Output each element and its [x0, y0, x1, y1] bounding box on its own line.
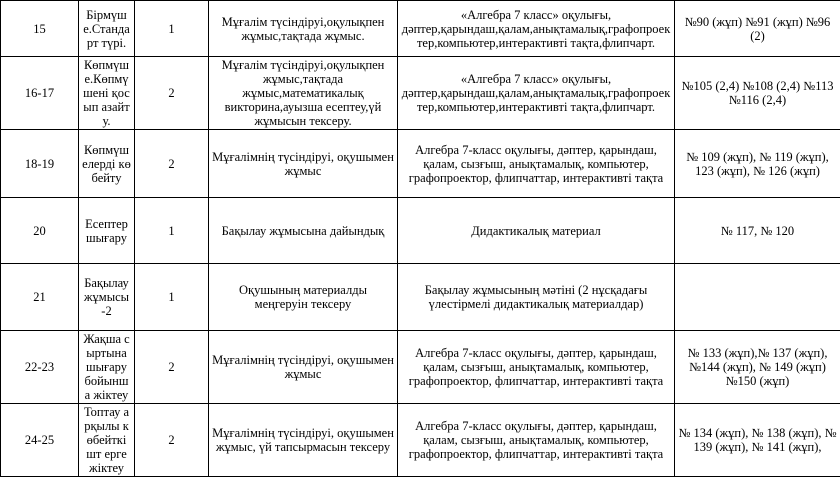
resources-cell: «Алгебра 7 класс» оқулығы, дәптер,қарындаш,қалам,анықтамалық,графопроектер,компьютер,интерактивті тақта,флипчарт. [398, 57, 675, 130]
homework-cell: № 117, № 120 [675, 198, 840, 264]
table-row [1, 1, 840, 57]
lesson-number-cell: 16-17 [1, 57, 79, 130]
table-row [1, 130, 840, 198]
lesson-number-cell: 20 [1, 198, 79, 264]
method-cell: Мұғалімнің түсіндіруі, оқушымен жұмыс [209, 331, 398, 404]
method-cell: Мұғалім түсіндіруі,оқулықпен жұмыс,тақтада жұмыс. [209, 1, 398, 57]
topic-cell: Көпмүшелерді көбейту [79, 130, 135, 198]
resources-cell: «Алгебра 7 класс» оқулығы, дәптер,қарындаш,қалам,анықтамалық,графопроектер,компьютер,интерактивті тақта,флипчарт. [398, 1, 675, 57]
hours-cell: 2 [135, 130, 209, 198]
hours-cell: 2 [135, 57, 209, 130]
hours-cell: 1 [135, 198, 209, 264]
lesson-number-cell: 24-25 [1, 404, 79, 477]
method-cell: Мұғалімнің түсіндіруі, оқушымен жұмыс, үй тапсырмасын тексеру [209, 404, 398, 477]
method-cell: Оқушының материалды меңгеруін тексеру [209, 264, 398, 331]
homework-cell: № 109 (жұп), № 119 (жұп), 123 (жұп), № 126 (жұп) [675, 130, 840, 198]
homework-cell [675, 264, 840, 331]
resources-cell: Алгебра 7-класс оқулығы, дәптер, қарындаш, қалам, сызғыш, анықтамалық, компьютер, графопроектор, флипчаттар, интерактивті тақта [398, 404, 675, 477]
lesson-number-cell: 21 [1, 264, 79, 331]
topic-cell: Көпмүше.Көпмүшені қосып азайту. [79, 57, 135, 130]
lesson-number-cell: 18-19 [1, 130, 79, 198]
hours-cell: 2 [135, 404, 209, 477]
homework-cell: № 133 (жұп),№ 137 (жұп), №144 (жұп), № 149 (жұп) №150 (жұп) [675, 331, 840, 404]
homework-cell: №105 (2,4) №108 (2,4) №113 №116 (2,4) [675, 57, 840, 130]
table-row [1, 57, 840, 130]
resources-cell: Бақылау жұмысының мәтіні (2 нұсқадағы үлестірмелі дидактикалық материалдар) [398, 264, 675, 331]
method-cell: Бақылау жұмысына дайындық [209, 198, 398, 264]
hours-cell: 1 [135, 1, 209, 57]
table-row [1, 198, 840, 264]
resources-cell: Алгебра 7-класс оқулығы, дәптер, қарындаш, қалам, сызғыш, анықтамалық, компьютер, графопроектор, флипчаттар, интерактивті тақта [398, 331, 675, 404]
topic-cell: Топтау арқылы көбейткішт ерге жіктеу [79, 404, 135, 477]
topic-cell: Жақша сыртына шығару бойынша жіктеу [79, 331, 135, 404]
method-cell: Мұғалім түсіндіруі,оқулықпен жұмыс,тақтада жұмыс,математикалық викторина,ауызша есептеу,үй жұмысын тексеру. [209, 57, 398, 130]
hours-cell: 1 [135, 264, 209, 331]
topic-cell: Бірмүше.Стандарт түрі. [79, 1, 135, 57]
table-row [1, 264, 840, 331]
topic-cell: Есептер шығару [79, 198, 135, 264]
homework-cell: № 134 (жұп), № 138 (жұп), № 139 (жұп), № 141 (жұп), [675, 404, 840, 477]
method-cell: Мұғалімнің түсіндіруі, оқушымен жұмыс [209, 130, 398, 198]
topic-cell: Бақылау жұмысы-2 [79, 264, 135, 331]
hours-cell: 2 [135, 331, 209, 404]
table-row [1, 404, 840, 477]
resources-cell: Алгебра 7-класс оқулығы, дәптер, қарындаш, қалам, сызғыш, анықтамалық, компьютер, графопроектор, флипчаттар, интерактивті тақта [398, 130, 675, 198]
lesson-number-cell: 15 [1, 1, 79, 57]
homework-cell: №90 (жұп) №91 (жұп) №96 (2) [675, 1, 840, 57]
resources-cell: Дидактикалық материал [398, 198, 675, 264]
table-row [1, 331, 840, 404]
lesson-number-cell: 22-23 [1, 331, 79, 404]
